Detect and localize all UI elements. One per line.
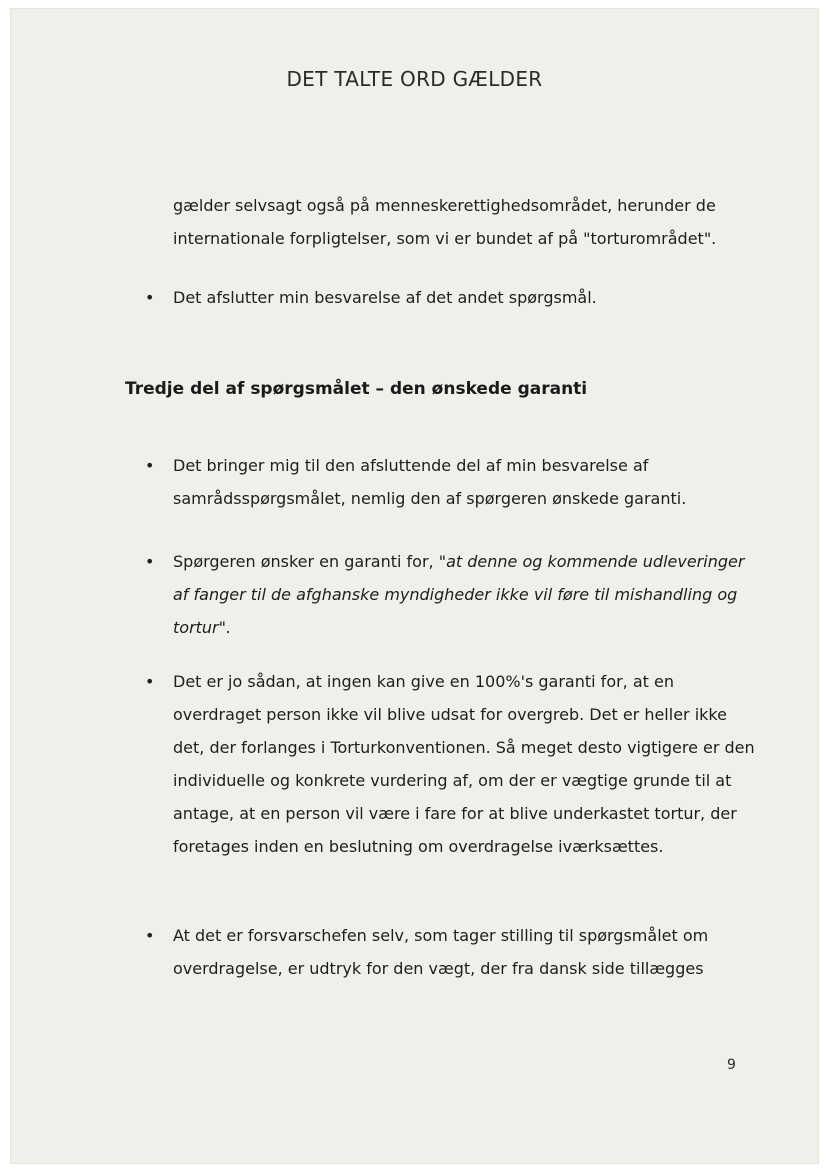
bullet-marker: • <box>145 926 155 945</box>
bullet-item: Det er jo sådan, at ingen kan give en 100%'s garanti for, at en overdraget person ikke vil blive udsat for overgreb. Det er heller ikke det, der forlanges i Torturkonventionen. Så meget desto vigtigere er den individuelle og konkrete vurdering af, om der er vægtige grunde til at antage, at en person vil være i fare for at blive underkastet tortur, der foretages inden en beslutning om overdragelse iværksættes. <box>173 672 755 856</box>
bullet-marker: • <box>145 456 155 475</box>
bullet-item-quote: "at denne og kommende udleveringer af fanger til de afghanske myndigheder ikke vil føre til mishandling og tortur". <box>173 552 745 637</box>
bullet-item: Det afslutter min besvarelse af det andet spørgsmål. <box>173 288 597 307</box>
bullet-item: At det er forsvarschefen selv, som tager stilling til spørgsmålet om overdragelse, er udtryk for den vægt, der fra dansk side tillægges <box>173 926 709 978</box>
bullet-item <box>173 545 763 644</box>
document-page <box>10 8 819 1164</box>
continuation-paragraph: gælder selvsagt også på menneskerettighedsområdet, herunder de internationale forpligtelser, som vi er bundet af på "torturområdet". <box>173 196 717 248</box>
page-header: DET TALTE ORD GÆLDER <box>286 67 543 91</box>
bullet-item: Det bringer mig til den afsluttende del af min besvarelse af samrådsspørgsmålet, nemlig den af spørgeren ønskede garanti. <box>173 456 687 508</box>
bullet-marker: • <box>145 672 155 691</box>
bullet-item-plain: Spørgeren ønsker en garanti for, <box>173 552 439 571</box>
section-heading: Tredje del af spørgsmålet – den ønskede garanti <box>125 379 588 399</box>
page-number: 9 <box>727 1057 736 1073</box>
bullet-marker: • <box>145 288 155 307</box>
bullet-marker: • <box>145 552 155 571</box>
